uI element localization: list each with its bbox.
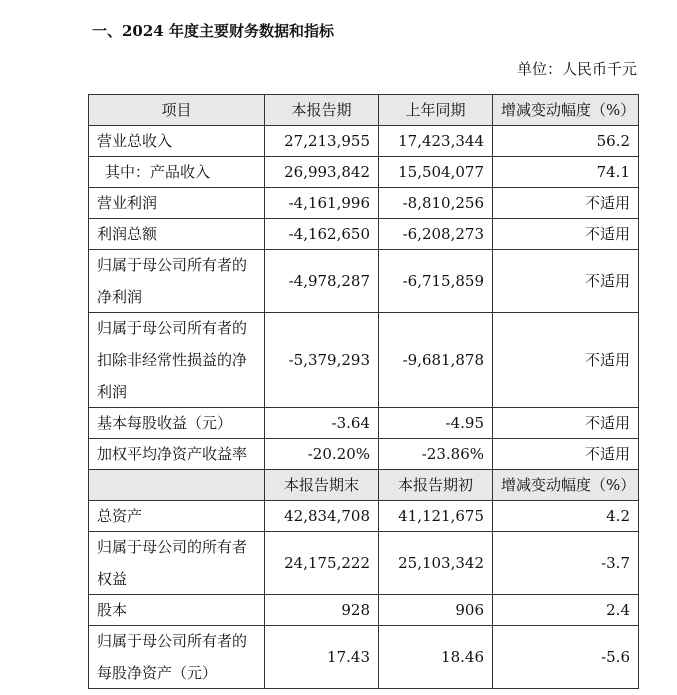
value-cell: 27,213,955 [265, 126, 379, 157]
table-row [89, 501, 639, 532]
row-label [89, 532, 265, 595]
value-cell: -5.6 [493, 626, 639, 689]
table-row [89, 532, 639, 595]
value-cell: 906 [379, 595, 493, 626]
row-label-line: 营业总收入 [97, 132, 173, 150]
value-cell: 74.1 [493, 157, 639, 188]
financial-data-table [88, 94, 639, 689]
row-label-line: 归属于母公司所有者的 [97, 256, 248, 274]
value-cell: -6,208,273 [379, 219, 493, 250]
row-label-line: 权益 [97, 570, 128, 588]
row-label-line: 基本每股收益（元） [97, 414, 233, 432]
column-header: 增减变动幅度（%） [493, 95, 639, 126]
row-label-line: 利润总额 [97, 225, 158, 243]
table-row [89, 188, 639, 219]
row-label-line: 其中：产品收入 [105, 163, 211, 181]
value-cell: -8,810,256 [379, 188, 493, 219]
table-row [89, 408, 639, 439]
value-cell: -4,162,650 [265, 219, 379, 250]
column-header: 本报告期 [265, 95, 379, 126]
row-label-line: 扣除非经常性损益的净 [97, 351, 248, 369]
column-header: 项目 [89, 95, 265, 126]
value-cell: -5,379,293 [265, 313, 379, 408]
value-cell: 2.4 [493, 595, 639, 626]
value-cell: 不适用 [493, 313, 639, 408]
row-label-line: 净利润 [97, 288, 143, 306]
value-cell: 928 [265, 595, 379, 626]
value-cell: -23.86% [379, 439, 493, 470]
table-header-row [89, 470, 639, 501]
value-cell: 17,423,344 [379, 126, 493, 157]
value-cell: -9,681,878 [379, 313, 493, 408]
value-cell: -20.20% [265, 439, 379, 470]
value-cell: 15,504,077 [379, 157, 493, 188]
row-label [89, 157, 265, 188]
row-label-line: 总资产 [97, 507, 143, 525]
column-header: 本报告期末 [265, 470, 379, 501]
value-cell: 不适用 [493, 250, 639, 313]
table-row [89, 157, 639, 188]
value-cell: 18.46 [379, 626, 493, 689]
value-cell: -4,161,996 [265, 188, 379, 219]
table-row [89, 439, 639, 470]
table-header-row [89, 95, 639, 126]
row-label [89, 501, 265, 532]
row-label [89, 188, 265, 219]
value-cell: 42,834,708 [265, 501, 379, 532]
column-header: 上年同期 [379, 95, 493, 126]
row-label [89, 408, 265, 439]
row-label [89, 313, 265, 408]
value-cell: 56.2 [493, 126, 639, 157]
value-cell: 26,993,842 [265, 157, 379, 188]
row-label [89, 626, 265, 689]
value-cell: 不适用 [493, 188, 639, 219]
value-cell: 不适用 [493, 219, 639, 250]
row-label-line: 每股净资产（元） [97, 664, 218, 682]
unit-label: 单位：人民币千元 [516, 60, 637, 78]
value-cell: 不适用 [493, 439, 639, 470]
row-label-line: 归属于母公司所有者的 [97, 632, 248, 650]
column-header [89, 470, 265, 501]
value-cell: -3.7 [493, 532, 639, 595]
table-row [89, 595, 639, 626]
table-row [89, 313, 639, 408]
value-cell: -4,978,287 [265, 250, 379, 313]
table-row [89, 626, 639, 689]
value-cell: 不适用 [493, 408, 639, 439]
row-label-line: 营业利润 [97, 194, 158, 212]
table-row [89, 219, 639, 250]
table-row [89, 250, 639, 313]
row-label [89, 219, 265, 250]
value-cell: -6,715,859 [379, 250, 493, 313]
row-label-line: 利润 [97, 383, 128, 401]
row-label-line: 归属于母公司所有者的 [97, 319, 248, 337]
row-label [89, 595, 265, 626]
row-label-line: 股本 [97, 601, 128, 619]
column-header: 增减变动幅度（%） [493, 470, 639, 501]
value-cell: -4.95 [379, 408, 493, 439]
value-cell: 41,121,675 [379, 501, 493, 532]
value-cell: -3.64 [265, 408, 379, 439]
value-cell: 24,175,222 [265, 532, 379, 595]
row-label [89, 439, 265, 470]
value-cell: 17.43 [265, 626, 379, 689]
row-label-line: 加权平均净资产收益率 [97, 445, 248, 463]
value-cell: 4.2 [493, 501, 639, 532]
table-row [89, 126, 639, 157]
column-header: 本报告期初 [379, 470, 493, 501]
row-label [89, 250, 265, 313]
value-cell: 25,103,342 [379, 532, 493, 595]
row-label-line: 归属于母公司的所有者 [97, 538, 248, 556]
row-label [89, 126, 265, 157]
section-heading: 一、2024 年度主要财务数据和指标 [92, 22, 334, 40]
